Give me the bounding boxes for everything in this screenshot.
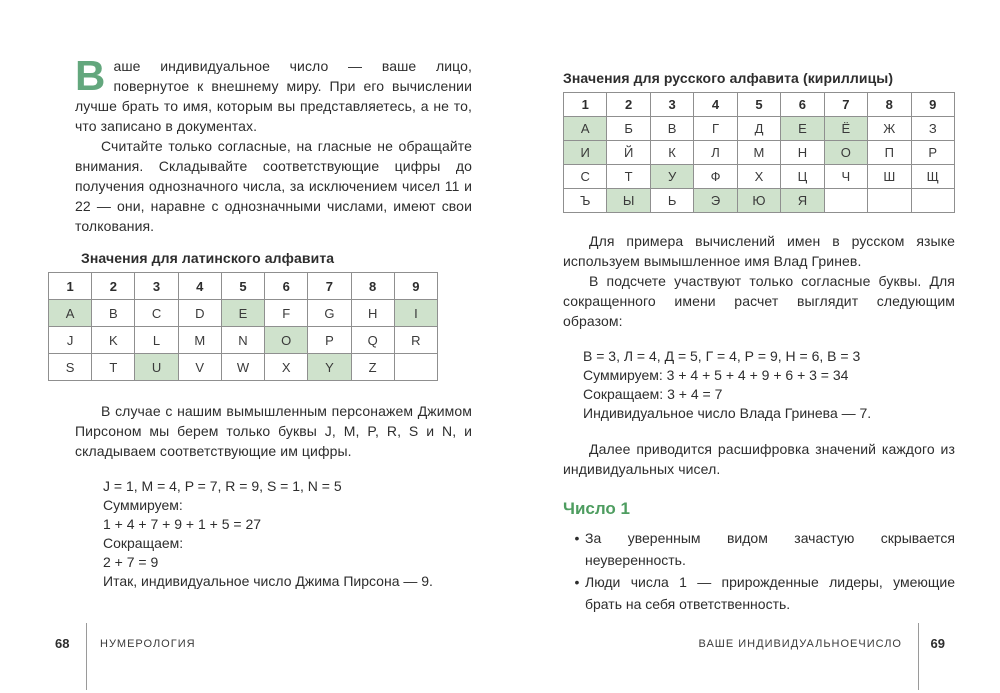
- table-cell: K: [92, 327, 135, 354]
- table-header-cell: 8: [351, 273, 394, 300]
- table-cell: [868, 189, 911, 213]
- table-cell: Н: [781, 141, 824, 165]
- calc-line: В = 3, Л = 4, Д = 5, Г = 4, Р = 9, Н = 6, В = 3: [583, 348, 861, 364]
- table-cell: Y: [308, 354, 351, 381]
- latin-table-title: Значения для латинского алфавита: [81, 250, 335, 266]
- table-header-cell: 6: [265, 273, 308, 300]
- table-cell: Q: [351, 327, 394, 354]
- table-cell: В: [650, 117, 693, 141]
- table-cell: L: [135, 327, 178, 354]
- latin-table-block: [48, 250, 438, 381]
- table-cell: [394, 354, 437, 381]
- table-cell: Й: [607, 141, 650, 165]
- table-cell: U: [135, 354, 178, 381]
- table-cell: G: [308, 300, 351, 327]
- table-header-cell: 9: [911, 93, 955, 117]
- bullet-item: [569, 527, 955, 571]
- footer-divider-left: [86, 623, 87, 690]
- table-cell: М: [737, 141, 780, 165]
- calc-line: Итак, индивидуальное число Джима Пирсона — 9.: [103, 573, 433, 589]
- table-cell: И: [564, 141, 607, 165]
- table-cell: D: [178, 300, 221, 327]
- intro-paragraph: [75, 52, 472, 136]
- cyrillic-values-table: [563, 92, 955, 213]
- table-cell: I: [394, 300, 437, 327]
- table-cell: J: [49, 327, 92, 354]
- table-cell: Ф: [694, 165, 737, 189]
- table-cell: А: [564, 117, 607, 141]
- number-1-bullet-list: [569, 527, 955, 615]
- table-header-cell: 4: [694, 93, 737, 117]
- footer-divider-right: [918, 623, 919, 690]
- table-row: [564, 117, 955, 141]
- cyrillic-table-title: Значения для русского алфавита (кириллицы): [563, 70, 894, 86]
- dropcap-letter: В: [75, 52, 106, 99]
- values-table: [563, 92, 955, 213]
- table-cell: M: [178, 327, 221, 354]
- table-header-cell: 3: [135, 273, 178, 300]
- table-cell: Ы: [607, 189, 650, 213]
- calculation-block: [583, 347, 955, 423]
- table-cell: Г: [694, 117, 737, 141]
- table-cell: П: [868, 141, 911, 165]
- table-header-cell: 7: [308, 273, 351, 300]
- table-header-cell: 4: [178, 273, 221, 300]
- table-cell: F: [265, 300, 308, 327]
- right-running-title: ВАШЕ ИНДИВИДУАЛЬНОЕЧИСЛО: [698, 638, 902, 650]
- left-page-footer: [55, 636, 355, 656]
- counting-rule-paragraph: Считайте только согласные, на гласные не обращайте внимания. Складывайте соответствующие цифры до получения однозначного числа, за исключением чисел 11 и 22 — они, наравне с однозначными числами, имеют свои толкования.: [75, 138, 472, 234]
- table-cell: Б: [607, 117, 650, 141]
- table-cell: Я: [781, 189, 824, 213]
- table-row: [49, 300, 438, 327]
- table-cell: [824, 189, 867, 213]
- example-paragraph-1: Для примера вычислений имен в русском языке используем вымышленное имя Влад Гринев.: [563, 233, 955, 269]
- table-cell: К: [650, 141, 693, 165]
- table-cell: Ж: [868, 117, 911, 141]
- bullet-text: За уверенным видом зачастую скрывается неуверенность.: [585, 530, 955, 568]
- table-header-cell: 1: [49, 273, 92, 300]
- table-cell: Ц: [781, 165, 824, 189]
- calc-line: Суммируем: 3 + 4 + 5 + 4 + 9 + 6 + 3 = 34: [583, 367, 849, 383]
- table-cell: Ш: [868, 165, 911, 189]
- table-header-cell: 5: [737, 93, 780, 117]
- intro-text: аше индивидуальное число — ваше лицо, повернутое к внешнему миру. При его вычислении лучше брать то имя, которым вы представляетесь, а не то, что записано в документах.: [75, 58, 472, 134]
- table-cell: Э: [694, 189, 737, 213]
- left-page: [48, 52, 472, 591]
- table-cell: C: [135, 300, 178, 327]
- values-table: [48, 272, 438, 381]
- table-cell: E: [221, 300, 264, 327]
- calc-line: Сокращаем: 3 + 4 = 7: [583, 386, 723, 402]
- table-header-cell: 8: [868, 93, 911, 117]
- table-header-cell: 1: [564, 93, 607, 117]
- table-cell: Р: [911, 141, 955, 165]
- table-cell: W: [221, 354, 264, 381]
- table-cell: Т: [607, 165, 650, 189]
- table-cell: R: [394, 327, 437, 354]
- table-cell: Е: [781, 117, 824, 141]
- calc-line: J = 1, M = 4, P = 7, R = 9, S = 1, N = 5: [103, 478, 342, 494]
- table-cell: Ъ: [564, 189, 607, 213]
- table-cell: P: [308, 327, 351, 354]
- calc-line: 2 + 7 = 9: [103, 554, 159, 570]
- table-cell: N: [221, 327, 264, 354]
- bullet-item: [569, 571, 955, 615]
- table-cell: Ё: [824, 117, 867, 141]
- table-row: [564, 165, 955, 189]
- table-cell: С: [564, 165, 607, 189]
- table-cell: A: [49, 300, 92, 327]
- table-cell: S: [49, 354, 92, 381]
- table-cell: T: [92, 354, 135, 381]
- table-cell: [911, 189, 955, 213]
- table-cell: X: [265, 354, 308, 381]
- table-cell: Z: [351, 354, 394, 381]
- right-page-footer: [645, 636, 945, 656]
- table-header-cell: 6: [781, 93, 824, 117]
- table-cell: Л: [694, 141, 737, 165]
- cyrillic-table-block: [563, 70, 955, 213]
- calculation-block: [103, 477, 472, 591]
- table-header-cell: 3: [650, 93, 693, 117]
- table-cell: Щ: [911, 165, 955, 189]
- table-cell: Ь: [650, 189, 693, 213]
- table-row: [564, 189, 955, 213]
- example-paragraph: В случае с нашим вымышленным персонажем Джимом Пирсоном мы берем только буквы J, M, P, R, S и N, и складываем соответствующие им цифры.: [75, 403, 472, 459]
- calc-line: Сокращаем:: [103, 535, 184, 551]
- table-cell: V: [178, 354, 221, 381]
- left-running-title: НУМЕРОЛОГИЯ: [100, 638, 196, 650]
- table-header-cell: 5: [221, 273, 264, 300]
- table-cell: Д: [737, 117, 780, 141]
- table-row: [564, 141, 955, 165]
- table-cell: Х: [737, 165, 780, 189]
- next-section-paragraph: Далее приводится расшифровка значений каждого из индивидуальных чисел.: [563, 441, 955, 477]
- table-cell: О: [824, 141, 867, 165]
- bullet-dot-icon: •: [574, 574, 580, 590]
- bullet-text: Люди числа 1 — прирожденные лидеры, умеющие брать на себя ответственность.: [585, 574, 955, 612]
- table-row: [49, 354, 438, 381]
- table-cell: У: [650, 165, 693, 189]
- right-page: [563, 70, 955, 615]
- left-page-number: 68: [55, 636, 70, 651]
- table-cell: Ю: [737, 189, 780, 213]
- calc-line: Индивидуальное число Влада Гринева — 7.: [583, 405, 872, 421]
- table-cell: З: [911, 117, 955, 141]
- table-header-cell: 9: [394, 273, 437, 300]
- table-cell: Ч: [824, 165, 867, 189]
- table-header-cell: 2: [92, 273, 135, 300]
- table-cell: B: [92, 300, 135, 327]
- table-cell: O: [265, 327, 308, 354]
- latin-values-table: [48, 272, 438, 381]
- example-paragraph-2: В подсчете участвуют только согласные буквы. Для сокращенного имени расчет выглядит следующим образом:: [563, 273, 955, 329]
- right-page-number: 69: [930, 636, 945, 651]
- table-cell: H: [351, 300, 394, 327]
- table-row: [49, 327, 438, 354]
- calc-line: Суммируем:: [103, 497, 183, 513]
- number-1-heading: Число 1: [563, 499, 630, 518]
- bullet-dot-icon: •: [574, 530, 580, 546]
- calc-line: 1 + 4 + 7 + 9 + 1 + 5 = 27: [103, 516, 262, 532]
- table-header-cell: 7: [824, 93, 867, 117]
- table-header-cell: 2: [607, 93, 650, 117]
